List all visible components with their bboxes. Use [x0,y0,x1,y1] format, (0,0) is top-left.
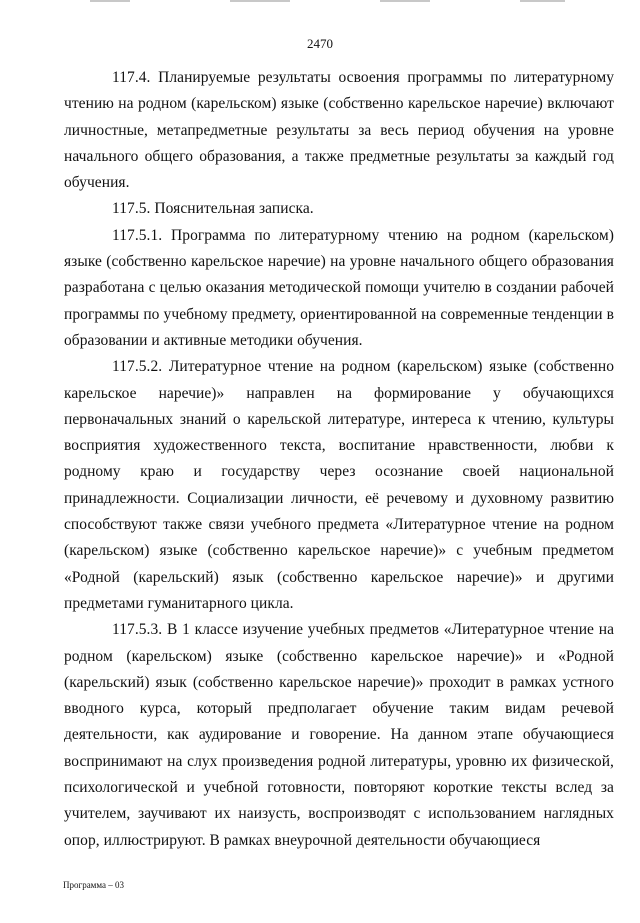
paragraph-117-5-1: 117.5.1. Программа по литературному чтению на родном (карельском) языке (собственно карельское наречие) на уровне начального общего образования разработана с целью оказания методической помощи учителю в создании рабочей программы по учебному предмету, ориентированной на современные тенденции в образовании и активные методики обучения. [64,226,614,349]
page-number: 2470 [307,36,333,51]
scan-edge-marks [0,0,640,4]
paragraph-117-5-2: 117.5.2. Литературное чтение на родном (карельском) языке (собственно карельское наречие)» направлен на формирование у обучающихся первоначальных знаний о карельской литературе, интереса к чтению, культуры восприятия художественного текста, воспитание нравственности, любви к родному краю и государству через осознание своей национальной принадлежности. Социализации личности, её речевому и духовному развитию способствуют также связи учебного предмета «Литературное чтение на родном (карельском) языке (собственно карельское наречие)» с учебным предметом «Родной (карельский) язык (собственно карельское наречие)» и другими предметами гуманитарного цикла. [64,358,614,612]
paragraph-117-5-3: 117.5.3. В 1 классе изучение учебных предметов «Литературное чтение на родном (карельском) языке (собственно карельское наречие)» и «Родной (карельский) язык (собственно карельское наречие)» проходит в рамках устного вводного курса, который предполагает обучение таким видам речевой деятельности, как аудирование и говорение. На данном этапе обучающиеся воспринимают на слух произведения родной литературы, уровню их физической, психологической и учебной готовности, повторяют короткие тексты вслед за учителем, заучивают их наизусть, воспроизводят с использованием наглядных опор, иллюстрируют. В рамках внеурочной деятельности обучающиеся [64,621,614,849]
paragraph-117-5: 117.5. Пояснительная записка. [112,200,314,218]
paragraph-117-4: 117.4. Планируемые результаты освоения программы по литературному чтению на родном (карельском) языке (собственно карельское наречие) включают личностные, метапредметные результаты за весь период обучения на уровне начального общего образования, а также предметные результаты за каждый год обучения. [64,69,614,192]
document-body [64,65,614,854]
page-footer: Программа – 03 [63,880,125,890]
